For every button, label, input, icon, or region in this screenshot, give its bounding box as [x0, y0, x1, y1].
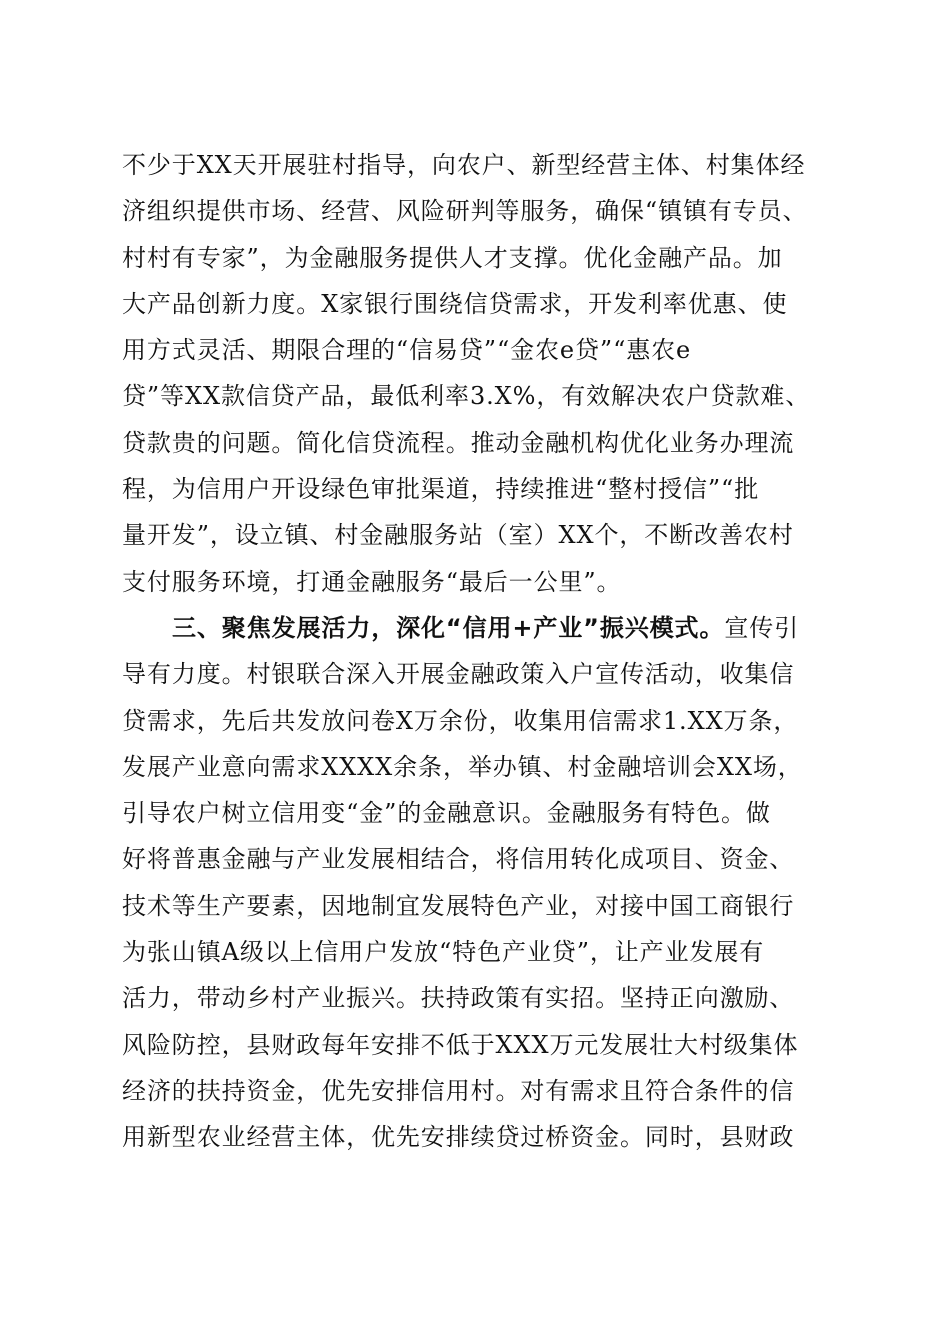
paragraph-1-line-1: 不少于XX天开展驻村指导，向农户、新型经营主体、村集体经: [122, 151, 806, 179]
paragraph-2-line-7: 技术等生产要素，因地制宜发展特色产业，对接中国工商银行: [122, 891, 795, 920]
paragraph-2-line-6: 好将普惠金融与产业发展相结合，将信用转化成项目、资金、: [122, 845, 795, 874]
paragraph-1-line-7: 贷款贵的问题。简化信贷流程。推动金融机构优化业务办理流: [122, 428, 795, 457]
paragraph-2-line-8: 为张山镇A级以上信用户发放“特色产业贷”，让产业发展有: [122, 938, 765, 967]
paragraph-2-first-line-text: 宣传引: [724, 613, 800, 642]
paragraph-1-line-6: 贷”等XX款信贷产品，最低利率3.X%，有效解决农户贷款难、: [122, 382, 811, 411]
paragraph-1-line-3: 村村有专家”，为金融服务提供人才支撑。优化金融产品。加: [122, 243, 783, 272]
paragraph-2-line-10: 风险防控，县财政每年安排不低于XXX万元发展壮大村级集体: [122, 1030, 799, 1059]
paragraph-2-line-12: 用新型农业经营主体，优先安排续贷过桥资金。同时，县财政: [122, 1123, 795, 1152]
paragraph-2-line-2: 导有力度。村银联合深入开展金融政策入户宣传活动，收集信: [122, 660, 795, 689]
paragraph-1-line-8: 程，为信用户开设绿色审批渠道，持续推进“整村授信”“批: [122, 475, 760, 504]
paragraph-1-line-5: 用方式灵活、期限合理的“信易贷”“金农e贷”“惠农e: [122, 336, 692, 365]
section-heading: 三、聚焦发展活力，深化“信用+产业”振兴模式。: [172, 613, 725, 642]
paragraph-2-line-5: 引导农户树立信用变“金”的金融意识。金融服务有特色。做: [122, 799, 771, 828]
paragraph-1-line-2: 济组织提供市场、经营、风险研判等服务，确保“镇镇有专员、: [122, 197, 808, 226]
paragraph-2-line-11: 经济的扶持资金，优先安排信用村。对有需求且符合条件的信: [122, 1076, 795, 1105]
paragraph-2-line-3: 贷需求，先后共发放问卷X万余份，收集用信需求1.XX万条，: [122, 706, 799, 735]
paragraph-2-line-4: 发展产业意向需求XXXX余条，举办镇、村金融培训会XX场，: [122, 752, 803, 781]
paragraph-2-first-line: [122, 605, 842, 651]
paragraph-1-line-9: 量开发”，设立镇、村金融服务站（室）XX个，不断改善农村: [122, 521, 794, 550]
paragraph-1-line-4: 大产品创新力度。X家银行围绕信贷需求，开发利率优惠、使: [122, 289, 788, 318]
paragraph-1-line-10: 支付服务环境，打通金融服务“最后一公里”。: [122, 567, 622, 596]
paragraph-2-line-9: 活力，带动乡村产业振兴。扶持政策有实招。坚持正向激励、: [122, 984, 795, 1013]
document-body: [122, 142, 842, 1161]
